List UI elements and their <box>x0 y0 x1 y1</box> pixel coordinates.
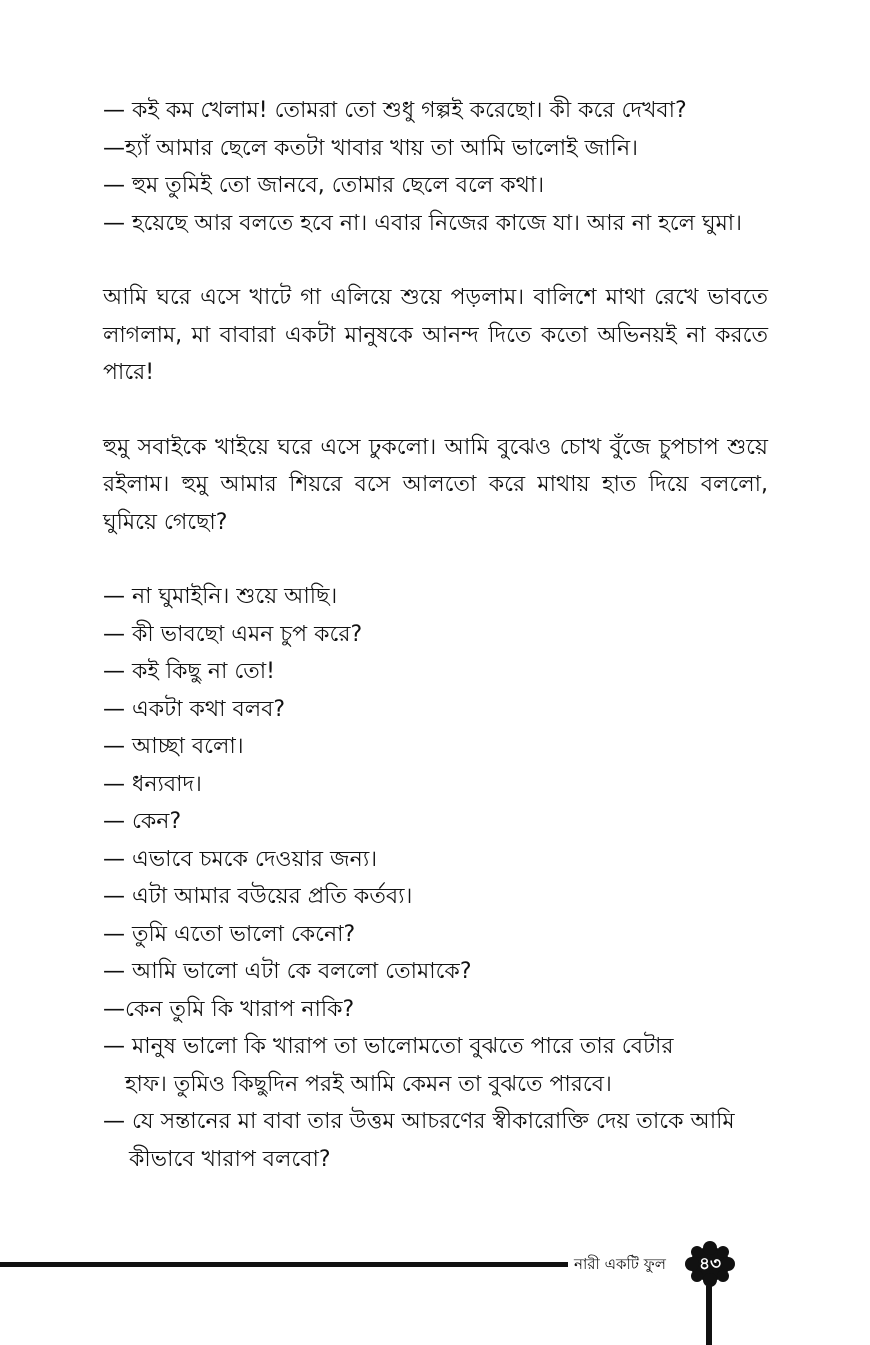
dialogue-line: — তুমি এতো ভালো কেনো? <box>103 921 356 947</box>
dialogue-line: — মানুষ ভালো কি খারাপ তা ভালোমতো বুঝতে পারে তার বেটার <box>103 1034 674 1059</box>
dialogue-line: — যে সন্তানের মা বাবা তার উত্তম আচরণের স্বীকারোক্তি দেয় তাকে আমি <box>103 1109 735 1134</box>
dialogue-continuation: কীভাবে খারাপ বলবো? <box>129 1146 331 1172</box>
dialogue-line: — কেন? <box>103 809 182 834</box>
dialogue-line: — না ঘুমাইনি। শুয়ে আছি। <box>103 584 338 609</box>
page-body <box>103 92 768 1178</box>
dialogue-line: —কেন তুমি কি খারাপ নাকি? <box>103 996 355 1022</box>
dialogue-line: — কী ভাবছো এমন চুপ করে? <box>103 621 363 647</box>
dialogue-line: — কই কিছু না তো! <box>103 659 275 684</box>
dialogue-line: — হুম তুমিই তো জানবে, তোমার ছেলে বলে কথা। <box>103 173 545 198</box>
dialogue-line: —হ্যাঁ আমার ছেলে কতটা খাবার খায় তা আমি ভালোই জানি। <box>103 135 638 161</box>
paragraph: হুমু সবাইকে খাইয়ে ঘরে এসে ঢুকলো। আমি বুঝেও চোখ বুঁজে চুপচাপ শুয়ে রইলাম। হুমু আমার শিয়রে বসে আলতো করে মাথায় হাত দিয়ে বললো, ঘুমিয়ে গেছো? <box>103 434 768 535</box>
dialogue-continuation: হাফ। তুমিও কিছুদিন পরই আমি কেমন তা বুঝতে পারবে। <box>125 1071 612 1097</box>
dialogue-line: — আচ্ছা বলো। <box>103 734 244 759</box>
paragraph: আমি ঘরে এসে খাটে গা এলিয়ে শুয়ে পড়লাম। বালিশে মাথা রেখে ভাবতে লাগলাম, মা বাবারা একটা মানুষকে আনন্দ দিতে কতো অভিনয়ই না করতে পারে! <box>103 285 768 385</box>
dialogue-line: — এভাবে চমকে দেওয়ার জন্য। <box>103 846 378 872</box>
dialogue-line: — আমি ভালো এটা কে বললো তোমাকে? <box>103 959 472 984</box>
dialogue-line: — হয়েছে আর বলতে হবে না। এবার নিজের কাজে যা। আর না হলে ঘুমা। <box>103 210 743 236</box>
dialogue-line: — কই কম খেলাম! তোমরা তো শুধু গল্পই করেছো। কী করে দেখবা? <box>103 98 687 123</box>
running-footer-title: নারী একটি ফুল <box>568 1251 672 1277</box>
badge-stem <box>706 1286 712 1345</box>
dialogue-line: — একটা কথা বলব? <box>103 696 286 722</box>
footer-rule <box>0 1262 568 1267</box>
dialogue-line: — ধন্যবাদ। <box>103 771 202 797</box>
dialogue-line: — এটা আমার বউয়ের প্রতি কর্তব্য। <box>103 884 413 909</box>
page-number-badge <box>684 1240 736 1288</box>
page-number: ৪৩ <box>698 1254 722 1274</box>
